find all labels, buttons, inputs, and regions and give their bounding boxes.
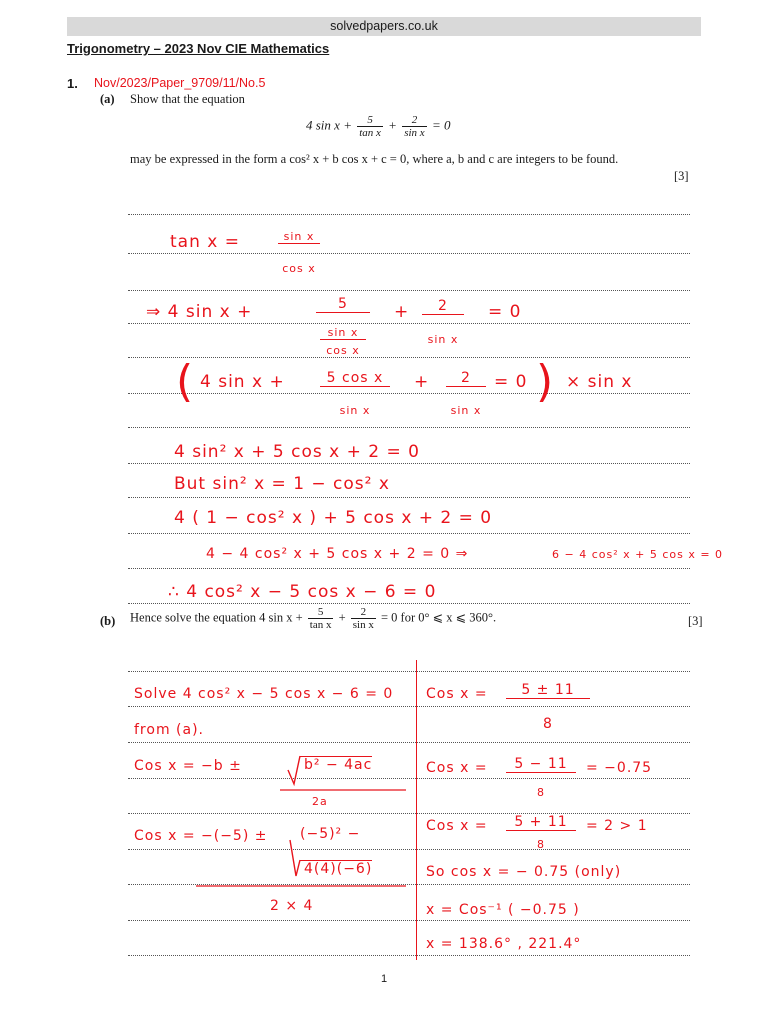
- question-number: 1.: [67, 76, 78, 91]
- working-b-right-2: Cos x =: [426, 760, 488, 776]
- handwritten-numerator: 5 + 11: [506, 814, 576, 831]
- handwritten-denominator: 8: [537, 786, 545, 799]
- plus-sign: +: [414, 372, 430, 392]
- working-b-right-5: x = Cos⁻¹ ( −0.75 ): [426, 902, 580, 918]
- radical-sign: [288, 756, 300, 784]
- fraction-numerator: 5: [308, 606, 334, 619]
- working-b-left-1: Solve 4 cos² x − 5 cos x − 6 = 0: [134, 686, 394, 702]
- handwritten-denominator: sin x: [339, 404, 371, 417]
- working-a-line-3: 4 sin x +: [200, 372, 285, 392]
- handwritten-radicand: (−5)² −: [300, 826, 361, 842]
- fraction-denominator: tan x: [359, 127, 381, 139]
- multiply-by-sin: × sin x: [566, 372, 633, 392]
- handwritten-numerator: 5 − 11: [506, 756, 576, 773]
- equals-zero: = 0: [494, 372, 528, 392]
- working-b-right-3: Cos x =: [426, 818, 488, 834]
- question-reference: Nov/2023/Paper_9709/11/No.5: [94, 76, 266, 90]
- handwritten-denominator: 2a: [312, 795, 328, 808]
- page-number: 1: [380, 973, 388, 985]
- working-a-line-7: 4 − 4 cos² x + 5 cos x + 2 = 0 ⇒: [206, 546, 469, 562]
- radical-sign: [290, 840, 300, 876]
- handwritten-denominator: 8: [537, 838, 545, 851]
- handwritten-numerator: 5 ± 11: [506, 682, 590, 699]
- left-paren: (: [176, 356, 195, 407]
- working-b-left-3: Cos x = −b ±: [134, 758, 242, 774]
- handwritten-denominator: cos x: [282, 262, 316, 275]
- working-a-line-5: But sin² x = 1 − cos² x: [174, 474, 390, 494]
- handwritten-denominator: sin x: [450, 404, 482, 417]
- fraction-denominator: sin x: [352, 619, 374, 631]
- handwritten-denominator: sin x: [320, 326, 366, 340]
- working-b-left-2: from (a).: [134, 722, 204, 738]
- handwritten-numerator: 5 cos x: [320, 370, 390, 387]
- part-a-prompt: Show that the equation: [130, 92, 245, 106]
- working-a-line-1: tan x =: [170, 232, 240, 252]
- document-title: Trigonometry – 2023 Nov CIE Mathematics: [67, 41, 330, 56]
- right-paren: ): [536, 356, 555, 407]
- working-a-final: ∴ 4 cos² x − 5 cos x − 6 = 0: [168, 582, 437, 602]
- prompt-tail: = 0 for 0° ⩽ x ⩽ 360°.: [381, 610, 497, 625]
- working-b-right-6: x = 138.6° , 221.4°: [426, 936, 582, 952]
- working-a-line-7b: 6 − 4 cos² x + 5 cos x = 0: [552, 548, 724, 561]
- part-a-instruction: may be expressed in the form a cos² x + b cos x + c = 0, where a, b and c are integers to be found.: [130, 152, 619, 166]
- handwritten-denominator: sin x: [427, 333, 459, 346]
- part-a-label: (a): [100, 92, 115, 106]
- plus-sign: +: [338, 610, 346, 625]
- part-b-marks: [3]: [688, 614, 703, 628]
- working-a-line-4: 4 sin² x + 5 cos x + 2 = 0: [174, 442, 420, 462]
- equals-zero: = 0: [488, 302, 522, 322]
- eq-lead: 4 sin x +: [306, 117, 352, 133]
- working-a-line-2: ⇒ 4 sin x +: [146, 302, 253, 322]
- handwritten-numerator: 2: [446, 370, 486, 387]
- part-a-marks: [3]: [674, 169, 689, 183]
- plus-sign: +: [388, 117, 397, 133]
- fraction-denominator: sin x: [404, 127, 425, 139]
- working-b-right-4: So cos x = − 0.75 (only): [426, 864, 622, 880]
- fraction-numerator: 5: [357, 114, 383, 127]
- plus-sign: +: [394, 302, 410, 322]
- handwritten-numerator: 5: [316, 296, 370, 313]
- handwritten-numerator: sin x: [278, 230, 320, 244]
- handwritten-radicand: 4(4)(−6): [300, 860, 372, 877]
- working-a-line-6: 4 ( 1 − cos² x ) + 5 cos x + 2 = 0: [174, 508, 493, 528]
- fraction-numerator: 2: [402, 114, 426, 127]
- part-b-label: (b): [100, 614, 116, 628]
- fraction-numerator: 2: [351, 606, 376, 619]
- working-b-right-3-result: = 2 > 1: [586, 818, 648, 834]
- handwritten-denominator: 2 × 4: [270, 898, 314, 914]
- handwritten-radicand: b² − 4ac: [300, 756, 372, 773]
- prompt-lead: Hence solve the equation 4 sin x +: [130, 610, 303, 625]
- working-b-right-1: Cos x =: [426, 686, 488, 702]
- fraction-denominator: tan x: [309, 619, 332, 631]
- site-name: solvedpapers.co.uk: [330, 19, 438, 33]
- working-b-right-2-result: = −0.75: [586, 760, 653, 776]
- handwritten-denominator: 8: [543, 716, 553, 732]
- handwritten-numerator: 2: [422, 298, 464, 315]
- working-b-left-4: Cos x = −(−5) ±: [134, 828, 268, 844]
- handwritten-denominator: cos x: [326, 344, 360, 357]
- eq-tail: = 0: [431, 117, 451, 133]
